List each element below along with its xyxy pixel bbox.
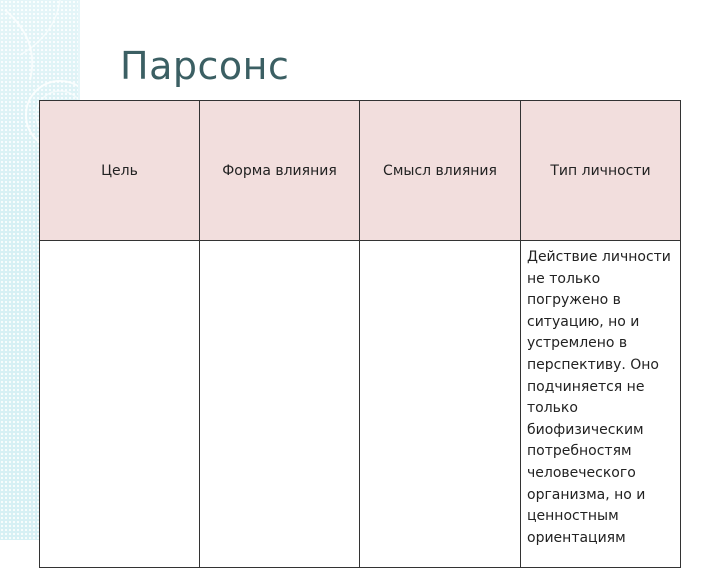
cell-influence-meaning xyxy=(360,241,521,568)
slide-title: Парсонс xyxy=(120,44,290,88)
header-influence-form: Форма влияния xyxy=(200,101,360,241)
table-header-row xyxy=(40,101,681,241)
cell-influence-form xyxy=(200,241,360,568)
header-personality-type: Тип личности xyxy=(521,101,681,241)
cell-personality-type: Действие личности не только погружено в ситуацию, но и устремлено в перспективу. Оно подчиняется не только биофизическим потребностям человеческого организма, но и ценностным ориентациям xyxy=(521,241,681,568)
header-goal: Цель xyxy=(40,101,200,241)
header-influence-meaning: Смысл влияния xyxy=(360,101,521,241)
parsons-table xyxy=(39,100,681,568)
cell-goal xyxy=(40,241,200,568)
table-row xyxy=(40,241,681,568)
